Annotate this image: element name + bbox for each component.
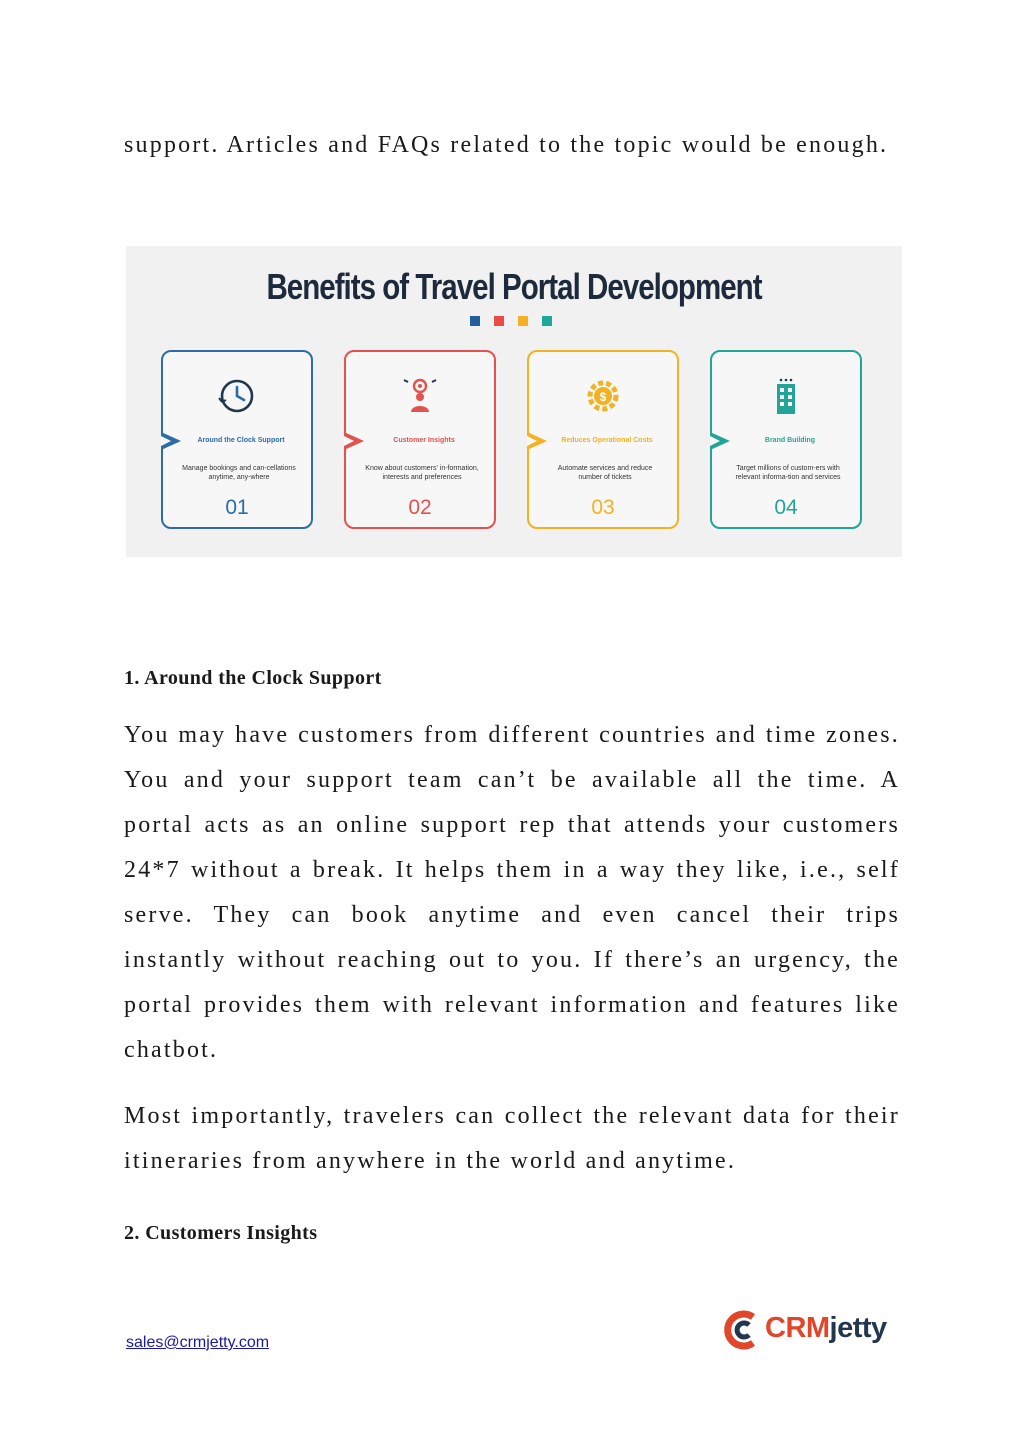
- arrow-marker-icon: [527, 432, 549, 450]
- benefit-card-2: [344, 350, 496, 529]
- accent-square-teal: [542, 316, 552, 326]
- card-description: Manage bookings and can-cellations anytime, any-where: [182, 465, 296, 481]
- crmjetty-logo-mark-icon: [723, 1308, 761, 1352]
- card-description: Automate services and reduce number of tickets: [557, 465, 653, 481]
- section-heading-1: 1. Around the Clock Support: [124, 667, 382, 689]
- logo-wordmark: [765, 1312, 887, 1345]
- benefit-card-4: [710, 350, 862, 529]
- gear-money-icon: [583, 376, 623, 416]
- card-description: Target millions of custom-ers with relevant informa-tion and services: [735, 465, 841, 481]
- card-number: 02: [408, 496, 432, 519]
- svg-text:$: $: [599, 390, 607, 404]
- card-title: Brand Building: [764, 437, 816, 444]
- email-link[interactable]: sales@crmjetty.com: [126, 1334, 270, 1351]
- benefit-card-3: [527, 350, 679, 529]
- building-icon: [766, 376, 806, 416]
- arrow-marker-icon: [710, 432, 732, 450]
- accent-squares: [470, 316, 552, 326]
- benefits-infographic: [126, 246, 902, 557]
- card-title: Reduces Operational Costs: [561, 437, 653, 444]
- logo-jetty-text: jetty: [829, 1312, 887, 1344]
- section-heading-2: 2. Customers Insights: [124, 1222, 318, 1244]
- card-title: Around the Clock Support: [197, 437, 285, 444]
- infographic-title: Benefits of Travel Portal Development: [266, 266, 762, 307]
- arrow-marker-icon: [344, 432, 366, 450]
- benefit-card-1: [161, 350, 313, 529]
- accent-square-blue: [470, 316, 480, 326]
- card-title: Customer Insights: [393, 437, 455, 444]
- logo-crm-text: CRM: [765, 1312, 830, 1344]
- section1-paragraph-1: You may have customers from different countries and time zones. You and your support team can’t be available all the time. A portal acts as an online support rep that attends your customers 24*7 without a break. It helps them in a way they like, i.e., self serve. They can book anytime and even cancel their trips instantly without reaching out to you. If there’s an urgency, the portal provides them with relevant information and features like chatbot.: [124, 722, 900, 1063]
- card-number: 03: [591, 496, 615, 519]
- intro-paragraph: support. Articles and FAQs related to the topic would be enough.: [124, 132, 889, 158]
- card-description: Know about customers' in-formation, interests and preferences: [365, 465, 479, 481]
- crmjetty-logo: [723, 1306, 903, 1354]
- accent-square-red: [494, 316, 504, 326]
- card-number: 01: [225, 496, 249, 519]
- card-number: 04: [774, 496, 798, 519]
- section1-paragraph-2: Most importantly, travelers can collect the relevant data for their itineraries from anywhere in the world and anytime.: [124, 1103, 900, 1174]
- clock-icon: [217, 376, 257, 416]
- arrow-marker-icon: [161, 432, 183, 450]
- target-person-icon: [400, 376, 440, 416]
- accent-square-yellow: [518, 316, 528, 326]
